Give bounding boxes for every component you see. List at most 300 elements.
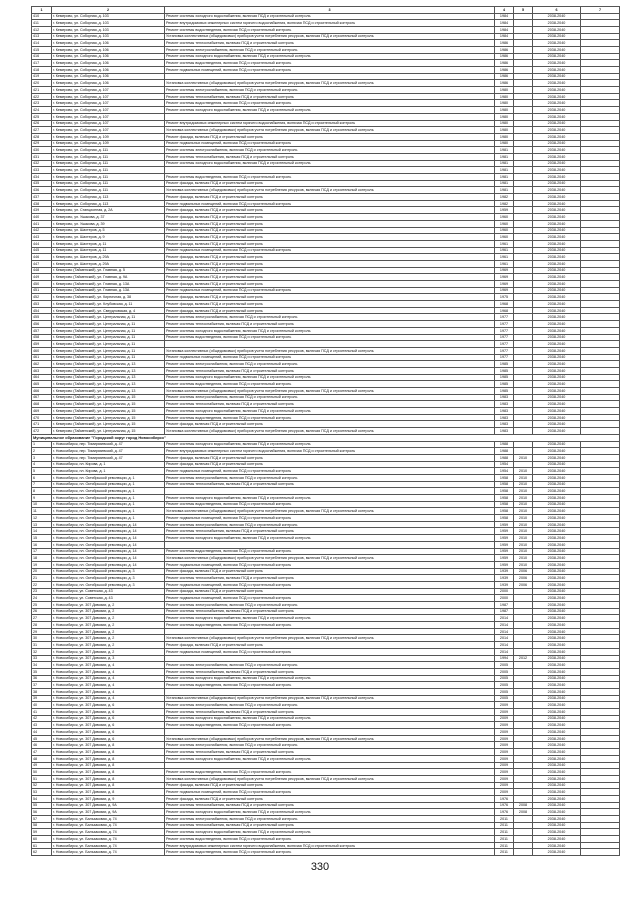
table-cell-col6: 2038-2040: [533, 448, 581, 455]
table-cell-col1: 25: [32, 602, 52, 609]
table-cell-col4: 1980: [495, 100, 514, 107]
table-cell-col1: 32: [32, 648, 52, 655]
table-cell-col1: 415: [32, 46, 52, 53]
table-cell-col5: [514, 662, 533, 669]
table-cell-col7: [581, 809, 620, 816]
table-row: [32, 20, 620, 27]
table-cell-col2: г. Новосибирск, пл. Октябрьской революции, д. 14: [52, 535, 165, 542]
table-cell-col1: 46: [32, 742, 52, 749]
table-cell-col3: Ремонт системы теплоснабжения, включая ПСД и строительный контроль: [165, 153, 495, 160]
table-cell-col4: 1983: [495, 408, 514, 415]
table-cell-col5: [514, 294, 533, 301]
table-row: [32, 729, 620, 736]
table-cell-col5: [514, 200, 533, 207]
table-cell-col6: 2038-2040: [533, 642, 581, 649]
table-cell-col2: г. Кемерово, ул. Соборная, д. 113: [52, 200, 165, 207]
table-cell-col6: 2038-2040: [533, 468, 581, 475]
table-cell-col4: 2005: [495, 695, 514, 702]
table-cell-col3: Ремонт подвальных помещений, включая ПСД и строительный контроль: [165, 561, 495, 568]
table-cell-col1: 462: [32, 361, 52, 368]
table-cell-col5: [514, 20, 533, 27]
table-row: [32, 247, 620, 254]
table-cell-col5: [514, 127, 533, 134]
table-row: [32, 127, 620, 134]
table-cell-col6: 2038-2040: [533, 53, 581, 60]
table-cell-col5: 2006: [514, 568, 533, 575]
table-cell-col1: 35: [32, 668, 52, 675]
table-cell-col2: г. Кемерово, ул. Соборная, д. 106: [52, 80, 165, 87]
table-cell-col6: 2038-2040: [533, 254, 581, 261]
table-row: [32, 655, 620, 662]
table-cell-col7: [581, 561, 620, 568]
table-cell-col1: 30: [32, 635, 52, 642]
table-row: [32, 441, 620, 448]
table-cell-col7: [581, 301, 620, 308]
table-cell-col4: 2014: [495, 648, 514, 655]
table-cell-col4: 1959: [495, 548, 514, 555]
table-cell-col5: [514, 789, 533, 796]
table-cell-col5: [514, 688, 533, 695]
table-cell-col3: [165, 73, 495, 80]
table-cell-col5: [514, 314, 533, 321]
table-cell-col1: 48: [32, 755, 52, 762]
table-cell-col6: 2038-2040: [533, 595, 581, 602]
table-cell-col7: [581, 87, 620, 94]
table-row: [32, 474, 620, 481]
table-cell-col7: [581, 822, 620, 829]
table-cell-col4: 1975: [495, 294, 514, 301]
table-cell-col7: [581, 575, 620, 582]
table-cell-col6: 2038-2040: [533, 87, 581, 94]
table-cell-col3: Ремонт системы водоотведения, включая ПСД и строительный контроль: [165, 26, 495, 33]
table-cell-col7: [581, 688, 620, 695]
table-cell-col7: [581, 735, 620, 742]
table-row: [32, 836, 620, 843]
table-cell-col5: [514, 267, 533, 274]
table-cell-col3: Ремонт системы электроснабжения, включая ПСД и строительный контроль: [165, 474, 495, 481]
table-cell-col6: 2038-2040: [533, 361, 581, 368]
table-cell-col2: г. Кемерово (Тайменский), ул. Центральная, д. 11: [52, 347, 165, 354]
table-cell-col6: 2038-2040: [533, 227, 581, 234]
table-row: [32, 816, 620, 823]
table-cell-col4: 2009: [495, 742, 514, 749]
table-cell-col7: [581, 662, 620, 669]
table-cell-col2: г. Кемерово (Тайменский), ул. Центральная, д. 13: [52, 388, 165, 395]
table-cell-col3: Установка коллективных (общедомовых) приборов учета потребления ресурсов, включая ПСД и строительный контроль: [165, 33, 495, 40]
table-cell-col2: г. Кемерово, ул. Соборная, д. 111: [52, 153, 165, 160]
table-cell-col6: 2038-2040: [533, 775, 581, 782]
table-cell-col3: Ремонт фасада, включая ПСД и строительный контроль: [165, 642, 495, 649]
table-cell-col2: г. Кемерово, ул. Соборная, д. 103: [52, 13, 165, 20]
table-row: [32, 561, 620, 568]
table-row: [32, 73, 620, 80]
table-cell-col5: [514, 742, 533, 749]
table-cell-col3: [165, 541, 495, 548]
table-cell-col6: 2038-2040: [533, 26, 581, 33]
table-cell-col3: Ремонт системы теплоснабжения, включая ПСД и строительный контроль: [165, 749, 495, 756]
table-cell-col3: Установка коллективных (общедомовых) приборов учета потребления ресурсов, включая ПСД и строительный контроль: [165, 555, 495, 562]
table-cell-col7: [581, 314, 620, 321]
table-cell-col7: [581, 93, 620, 100]
table-cell-col2: г. Новосибирск, ул. 307 Дивизии, д. 6: [52, 735, 165, 742]
table-cell-col6: 2038-2040: [533, 194, 581, 201]
table-cell-col2: г. Кемерово, ул. Соборная, д. 103: [52, 33, 165, 40]
table-cell-col4: 1969: [495, 274, 514, 281]
table-cell-col1: 455: [32, 314, 52, 321]
table-cell-col1: 41: [32, 709, 52, 716]
table-cell-col7: [581, 481, 620, 488]
table-cell-col2: г. Кемерово, ул. Соборная, д. 107: [52, 127, 165, 134]
table-cell-col4: 2009: [495, 709, 514, 716]
table-cell-col3: Ремонт системы водоотведения, включая ПСД и строительный контроль: [165, 769, 495, 776]
table-cell-col2: г. Новосибирск, ул. 307 Дивизии, д. 8: [52, 782, 165, 789]
table-cell-col2: г. Кемерово (Тайменский), ул. Центральная, д. 13: [52, 374, 165, 381]
table-cell-col1: 54: [32, 795, 52, 802]
table-cell-col1: 5: [32, 468, 52, 475]
table-cell-col4: 1969: [495, 287, 514, 294]
table-row: [32, 33, 620, 40]
table-cell-col7: [581, 789, 620, 796]
table-cell-col1: 432: [32, 160, 52, 167]
table-cell-col4: 1960: [495, 234, 514, 241]
table-row: [32, 782, 620, 789]
column-header-2: 2: [52, 7, 165, 14]
table-cell-col7: [581, 615, 620, 622]
table-row: [32, 842, 620, 849]
table-cell-col7: [581, 194, 620, 201]
table-row: [32, 695, 620, 702]
table-cell-col1: 58: [32, 822, 52, 829]
table-cell-col1: 416: [32, 53, 52, 60]
table-cell-col6: 2038-2040: [533, 675, 581, 682]
table-cell-col1: 425: [32, 113, 52, 120]
table-cell-col1: 8: [32, 488, 52, 495]
table-cell-col4: 1981: [495, 167, 514, 174]
table-cell-col2: г. Кемерово, ул. Соборная, д. 103: [52, 26, 165, 33]
table-cell-col3: Ремонт внутридомовых инженерных систем горячего водоснабжения, включая ПСД и строительный контроль: [165, 20, 495, 27]
table-cell-col2: г. Новосибирск, ул. Бальзаковая, д. 74: [52, 829, 165, 836]
table-cell-col6: 2038-2040: [533, 33, 581, 40]
table-cell-col1: 52: [32, 782, 52, 789]
table-row: [32, 314, 620, 321]
table-cell-col2: г. Новосибирск, ул. 307 Дивизии, д. 2: [52, 642, 165, 649]
table-cell-col6: 2038-2040: [533, 454, 581, 461]
table-row: [32, 628, 620, 635]
table-cell-col1: 42: [32, 715, 52, 722]
table-cell-col1: 422: [32, 93, 52, 100]
table-cell-col6: 2038-2040: [533, 662, 581, 669]
table-cell-col6: 2038-2040: [533, 515, 581, 522]
table-cell-col5: [514, 334, 533, 341]
table-cell-col4: 2014: [495, 635, 514, 642]
table-cell-col5: [514, 227, 533, 234]
table-cell-col2: г. Кемерово (Тайменский), ул. Кирпичная, д. 38: [52, 294, 165, 301]
table-cell-col6: 2038-2040: [533, 749, 581, 756]
table-cell-col6: 2038-2040: [533, 628, 581, 635]
table-cell-col1: 460: [32, 347, 52, 354]
table-cell-col4: 1986: [495, 40, 514, 47]
table-row: [32, 468, 620, 475]
table-cell-col7: [581, 454, 620, 461]
table-cell-col6: 2038-2040: [533, 180, 581, 187]
column-header-5: 5: [514, 7, 533, 14]
table-cell-col3: Ремонт фасада, включая ПСД и строительный контроль: [165, 588, 495, 595]
table-cell-col3: Ремонт системы электроснабжения, включая ПСД и строительный контроль: [165, 394, 495, 401]
table-cell-col5: [514, 735, 533, 742]
table-cell-col1: 39: [32, 695, 52, 702]
table-cell-col2: г. Новосибирск, ул. 307 Дивизии, д. 9А: [52, 802, 165, 809]
table-cell-col2: г. Кемерово (Тайменский), ул. Центральная, д. 15: [52, 428, 165, 435]
table-cell-col3: Ремонт фасада, включая ПСД и строительный контроль: [165, 454, 495, 461]
table-cell-col2: г. Кемерово, ул. Соборная, д. 111: [52, 187, 165, 194]
table-cell-col6: 2038-2040: [533, 127, 581, 134]
table-cell-col4: 1976: [495, 795, 514, 802]
table-cell-col3: [165, 113, 495, 120]
table-cell-col3: Ремонт системы электроснабжения, включая ПСД и строительный контроль: [165, 46, 495, 53]
table-cell-col5: [514, 274, 533, 281]
table-cell-col2: г. Новосибирск, ул. 307 Дивизии, д. 8: [52, 742, 165, 749]
table-row: [32, 575, 620, 582]
table-cell-col6: 2038-2040: [533, 260, 581, 267]
table-cell-col5: [514, 608, 533, 615]
table-cell-col1: 458: [32, 334, 52, 341]
table-cell-col5: 2010: [514, 501, 533, 508]
table-cell-col2: г. Кемерово, ул. Соборная, д. 113: [52, 194, 165, 201]
table-cell-col6: 2038-2040: [533, 73, 581, 80]
table-cell-col2: г. Новосибирск, пл. Октябрьской революции, д. 14: [52, 561, 165, 568]
table-cell-col7: [581, 167, 620, 174]
table-cell-col7: [581, 501, 620, 508]
table-cell-col2: г. Новосибирск, пл. Октябрьской революции, д. 14: [52, 548, 165, 555]
table-cell-col7: [581, 782, 620, 789]
table-cell-col7: [581, 535, 620, 542]
table-row: [32, 822, 620, 829]
page-number: 330: [310, 861, 330, 873]
table-cell-col7: [581, 267, 620, 274]
table-cell-col4: 1961: [495, 254, 514, 261]
table-cell-col7: [581, 642, 620, 649]
table-cell-col3: Ремонт подвальных помещений, включая ПСД и строительный контроль: [165, 140, 495, 147]
table-cell-col4: 1985: [495, 388, 514, 395]
table-cell-col6: 2038-2040: [533, 374, 581, 381]
table-cell-col7: [581, 521, 620, 528]
table-row: [32, 528, 620, 535]
table-row: [32, 321, 620, 328]
table-cell-col1: 16: [32, 541, 52, 548]
table-cell-col5: [514, 775, 533, 782]
table-cell-col1: 13: [32, 521, 52, 528]
table-cell-col4: 2009: [495, 789, 514, 796]
table-cell-col3: Ремонт системы электроснабжения, включая ПСД и строительный контроль: [165, 361, 495, 368]
table-cell-col4: 1980: [495, 120, 514, 127]
table-cell-col1: 43: [32, 722, 52, 729]
table-row: [32, 675, 620, 682]
table-row: [32, 40, 620, 47]
table-cell-col1: 463: [32, 367, 52, 374]
table-cell-col3: Ремонт системы теплоснабжения, включая ПСД и строительный контроль: [165, 481, 495, 488]
table-cell-col7: [581, 648, 620, 655]
table-row: [32, 67, 620, 74]
table-row: [32, 702, 620, 709]
table-cell-col3: Ремонт подвальных помещений, включая ПСД и строительный контроль: [165, 67, 495, 74]
table-cell-col3: Ремонт подвальных помещений, включая ПСД и строительный контроль: [165, 595, 495, 602]
table-cell-col3: Ремонт фасада, включая ПСД и строительный контроль: [165, 281, 495, 288]
table-cell-col1: 23: [32, 588, 52, 595]
table-cell-col5: [514, 67, 533, 74]
table-cell-col4: 2009: [495, 749, 514, 756]
table-cell-col3: Установка коллективных (общедомовых) приборов учета потребления ресурсов, включая ПСД и строительный контроль: [165, 388, 495, 395]
table-cell-col2: г. Кемерово, ул. Соборная, д. 103: [52, 20, 165, 27]
table-cell-col7: [581, 421, 620, 428]
table-cell-col5: [514, 461, 533, 468]
table-cell-col6: 2038-2040: [533, 274, 581, 281]
table-cell-col3: Ремонт фасада, включая ПСД и строительный контроль: [165, 214, 495, 221]
table-row: [32, 421, 620, 428]
table-cell-col1: 56: [32, 809, 52, 816]
table-cell-col5: [514, 167, 533, 174]
table-cell-col3: Ремонт подвальных помещений, включая ПСД и строительный контроль: [165, 515, 495, 522]
table-cell-col2: г. Новосибирск, пл. Октябрьской революции, д. 14: [52, 528, 165, 535]
table-cell-col4: 2005: [495, 688, 514, 695]
table-cell-col3: Ремонт системы водоотведения, включая ПСД и строительный контроль: [165, 174, 495, 181]
table-cell-col1: 430: [32, 147, 52, 154]
table-cell-col7: [581, 668, 620, 675]
table-cell-col6: 2038-2040: [533, 836, 581, 843]
table-cell-col4: 1961: [495, 247, 514, 254]
table-cell-col7: [581, 749, 620, 756]
table-row: [32, 120, 620, 127]
table-cell-col6: 2038-2040: [533, 849, 581, 856]
table-cell-col3: Ремонт фасада, включая ПСД и строительный контроль: [165, 307, 495, 314]
table-cell-col4: 1982: [495, 200, 514, 207]
table-cell-col2: г. Кемерово (Тайменский), ул. Центральная, д. 15: [52, 414, 165, 421]
table-cell-col4: 1987: [495, 602, 514, 609]
table-cell-col6: 2038-2040: [533, 622, 581, 629]
table-cell-col4: 1983: [495, 421, 514, 428]
table-cell-col3: Ремонт подвальных помещений, включая ПСД и строительный контроль: [165, 648, 495, 655]
table-cell-col3: Ремонт системы водоотведения, включая ПСД и строительный контроль: [165, 334, 495, 341]
table-cell-col5: [514, 240, 533, 247]
table-cell-col4: 2011: [495, 836, 514, 843]
table-cell-col5: [514, 635, 533, 642]
table-cell-col3: Ремонт системы электроснабжения, включая ПСД и строительный контроль: [165, 521, 495, 528]
table-cell-col5: [514, 441, 533, 448]
table-cell-col2: г. Кемерово (Тайменский), ул. Центральная, д. 11: [52, 334, 165, 341]
table-row: [32, 13, 620, 20]
table-cell-col2: г. Кемерово, ул. Шахтеров, д. 11: [52, 240, 165, 247]
table-cell-col3: Ремонт системы холодного водоснабжения, включая ПСД и строительный контроль: [165, 441, 495, 448]
table-row: [32, 214, 620, 221]
table-cell-col7: [581, 541, 620, 548]
table-row: [32, 180, 620, 187]
table-cell-col2: г. Кемерово, ул. Соборная, д. 107: [52, 100, 165, 107]
table-cell-col3: Ремонт системы теплоснабжения, включая ПСД и строительный контроль: [165, 528, 495, 535]
table-cell-col5: [514, 73, 533, 80]
table-cell-col7: [581, 160, 620, 167]
table-cell-col2: г. Кемерово, ул. Соборная, д. 106: [52, 40, 165, 47]
table-cell-col2: г. Кемерово, ул. Шахтеров, д. 5: [52, 227, 165, 234]
table-row: [32, 267, 620, 274]
table-cell-col1: 57: [32, 816, 52, 823]
table-cell-col4: 1939: [495, 575, 514, 582]
table-row: [32, 347, 620, 354]
table-cell-col7: [581, 515, 620, 522]
table-row: [32, 367, 620, 374]
table-cell-col5: [514, 642, 533, 649]
table-cell-col1: 440: [32, 214, 52, 221]
table-row: [32, 327, 620, 334]
table-cell-col1: 26: [32, 608, 52, 615]
table-cell-col3: Ремонт фасада, включая ПСД и строительный контроль: [165, 294, 495, 301]
table-cell-col4: 1968: [495, 307, 514, 314]
table-cell-col6: 2038-2040: [533, 187, 581, 194]
table-cell-col7: [581, 488, 620, 495]
table-cell-col5: [514, 668, 533, 675]
table-row: [32, 194, 620, 201]
table-cell-col7: [581, 602, 620, 609]
table-cell-col6: 2038-2040: [533, 401, 581, 408]
table-cell-col7: [581, 113, 620, 120]
table-cell-col5: 2012: [514, 655, 533, 662]
table-cell-col7: [581, 709, 620, 716]
table-row: [32, 602, 620, 609]
table-cell-col1: 468: [32, 401, 52, 408]
table-cell-col2: г. Новосибирск, пл. Кирова, д. 1: [52, 461, 165, 468]
table-cell-col4: 1986: [495, 46, 514, 53]
table-cell-col6: 2038-2040: [533, 381, 581, 388]
table-cell-col7: [581, 762, 620, 769]
table-cell-col6: 2038-2040: [533, 615, 581, 622]
table-cell-col3: Ремонт подвальных помещений, включая ПСД и строительный контроль: [165, 200, 495, 207]
table-cell-col4: 1981: [495, 187, 514, 194]
table-cell-col3: Ремонт системы электроснабжения, включая ПСД и строительный контроль: [165, 602, 495, 609]
table-row: [32, 394, 620, 401]
table-cell-col2: г. Новосибирск, ул. 307 Дивизии, д. 2: [52, 602, 165, 609]
table-cell-col3: Ремонт подвальных помещений, включая ПСД и строительный контроль: [165, 581, 495, 588]
table-row: [32, 53, 620, 60]
table-cell-col4: 1959: [495, 528, 514, 535]
table-cell-col3: Ремонт фасада, включая ПСД и строительный контроль: [165, 133, 495, 140]
table-cell-col6: 2038-2040: [533, 234, 581, 241]
table-cell-col4: 1960: [495, 227, 514, 234]
table-cell-col5: 2010: [514, 561, 533, 568]
table-cell-col6: 2038-2040: [533, 782, 581, 789]
table-cell-col1: 435: [32, 180, 52, 187]
table-cell-col4: 1980: [495, 87, 514, 94]
table-cell-col3: Ремонт фасада, включая ПСД и строительный контроль: [165, 254, 495, 261]
table-cell-col1: 414: [32, 40, 52, 47]
table-cell-col7: [581, 655, 620, 662]
table-row: [32, 220, 620, 227]
table-cell-col4: 1984: [495, 13, 514, 20]
table-cell-col7: [581, 140, 620, 147]
table-cell-col7: [581, 73, 620, 80]
table-cell-col6: 2038-2040: [533, 307, 581, 314]
table-cell-col1: 37: [32, 682, 52, 689]
table-cell-col3: Ремонт внутридомовых инженерных систем горячего водоснабжения, включая ПСД и строительный контроль: [165, 120, 495, 127]
table-cell-col1: 18: [32, 555, 52, 562]
table-cell-col1: 17: [32, 548, 52, 555]
table-cell-col6: 2038-2040: [533, 742, 581, 749]
table-cell-col4: 1961: [495, 240, 514, 247]
table-cell-col6: 2038-2040: [533, 100, 581, 107]
table-cell-col5: [514, 602, 533, 609]
table-cell-col1: 19: [32, 561, 52, 568]
table-cell-col4: 1976: [495, 809, 514, 816]
table-cell-col1: 456: [32, 321, 52, 328]
table-row: [32, 495, 620, 502]
table-cell-col7: [581, 381, 620, 388]
